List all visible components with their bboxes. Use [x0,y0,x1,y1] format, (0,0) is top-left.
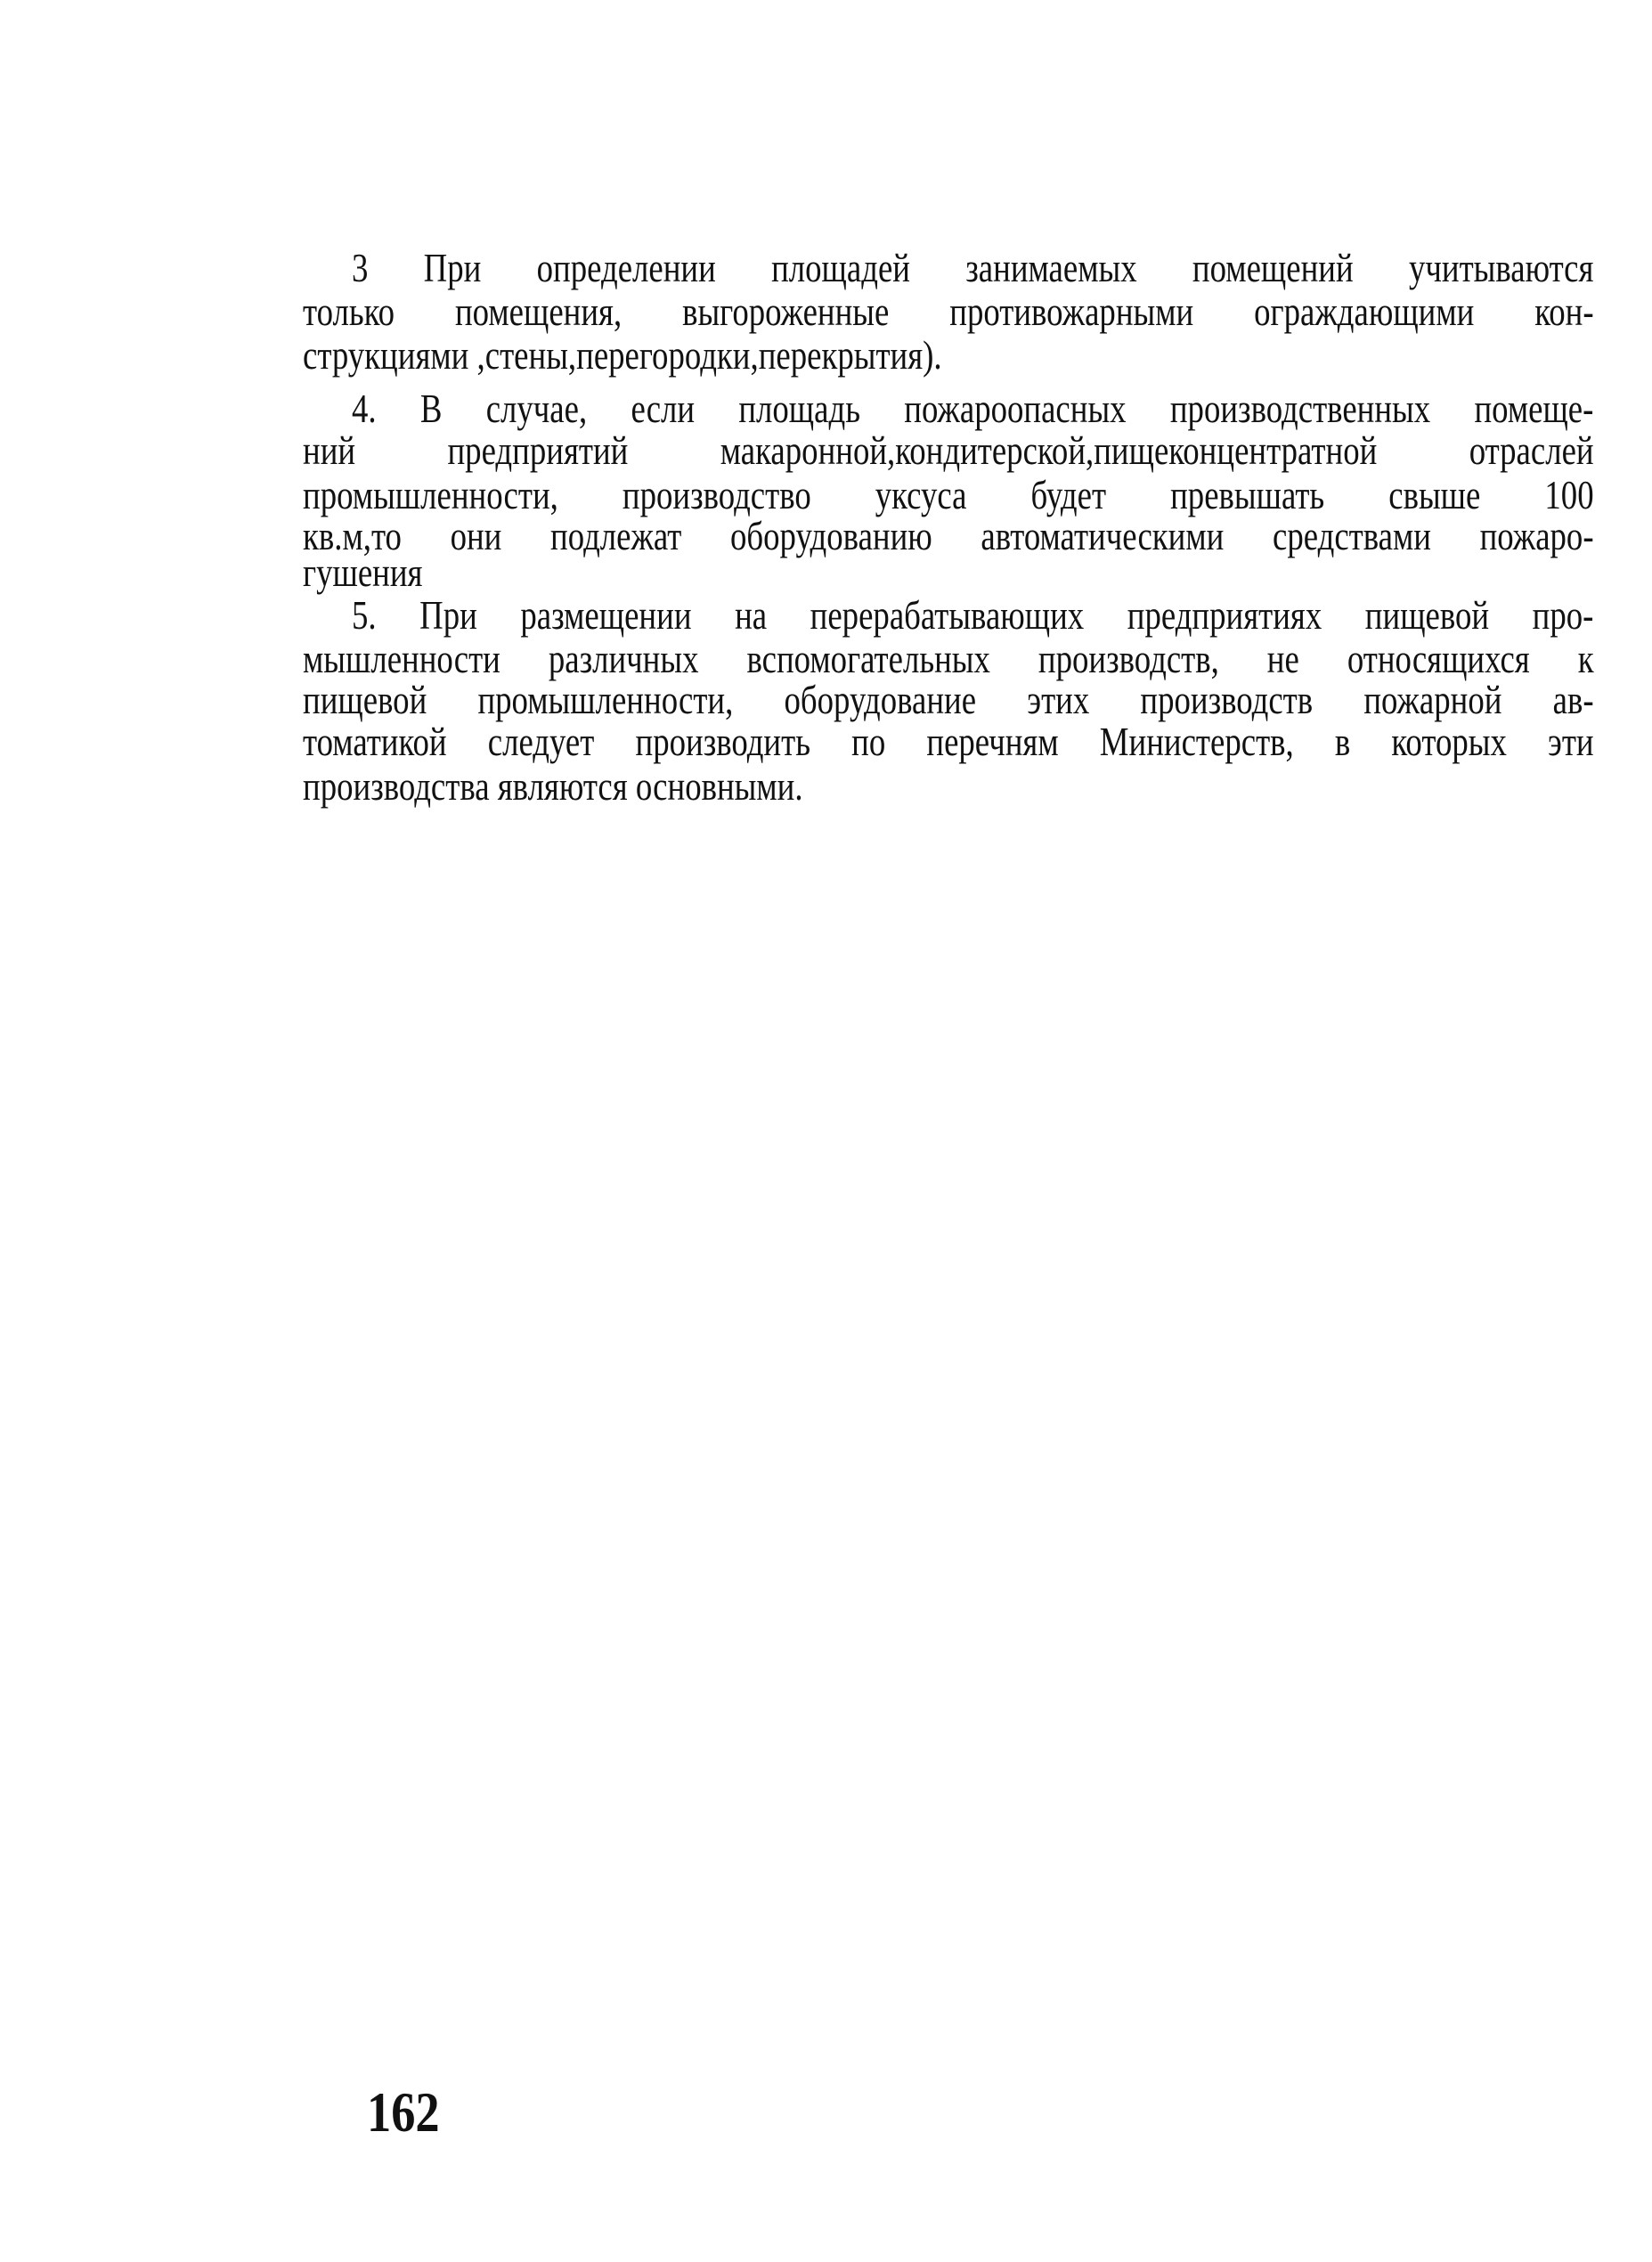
paragraph-5-line: 5. При размещении на перерабатывающих предприятиях пищевой про- [352,592,1594,638]
paragraph-3-line: только помещения, выгороженные противожарными ограждающими кон- [303,289,1594,334]
paragraph-4-line: гушения [303,549,423,595]
paragraph-4-line: кв.м,то они подлежат оборудованию автоматическими средствами пожаро- [303,513,1594,558]
paragraph-5-line: томатикой следует производить по перечням Министерств, в которых эти [303,719,1594,764]
paragraph-4-line: ний предприятий макаронной,кондитерской,пищеконцентратной отраслей [303,427,1594,473]
paragraph-4-line: промышленности, производство уксуса будет превышать свыше 100 [303,472,1594,517]
paragraph-4-line: 4. В случае, если площадь пожароопасных производственных помеще- [352,386,1594,431]
page-number: 162 [367,2080,440,2144]
paragraph-3-line: струкциями ,стены,перегородки,перекрытия). [303,332,942,378]
paragraph-5-line: производства являются основными. [303,763,803,809]
paragraph-3-line: 3 При определении площадей занимаемых помещений учитываются [352,245,1594,290]
paragraph-5-line: пищевой промышленности, оборудование этих производств пожарной ав- [303,677,1594,722]
paragraph-5-line: мышленности различных вспомогательных производств, не относящихся к [303,636,1594,681]
